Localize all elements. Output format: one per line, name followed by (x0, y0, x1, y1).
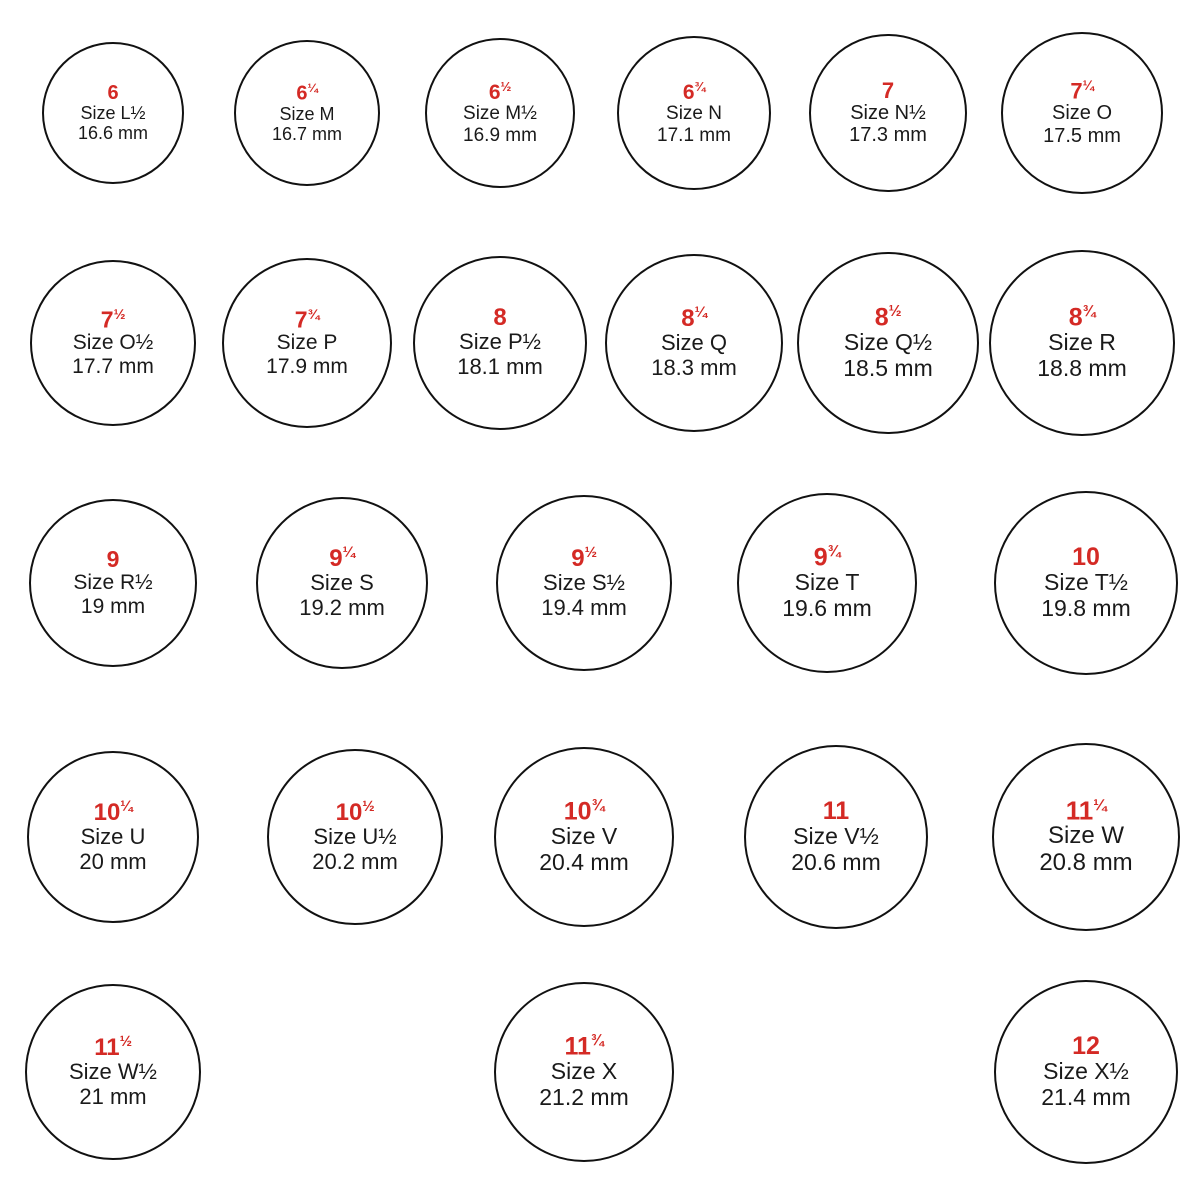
us-size-label: 12 (1072, 1031, 1100, 1060)
ring-size-circle (30, 260, 196, 426)
us-size-fraction: ¾ (591, 797, 605, 815)
uk-size-label: Size T½ (1044, 568, 1128, 595)
diameter-label: 16.9 mm (463, 124, 537, 146)
uk-size-label: Size W½ (68, 1058, 158, 1084)
uk-size-label: Size O½ (72, 331, 154, 355)
us-size-label: $10^{\frac{1}{4}}$ (93, 798, 133, 826)
us-size-label: 8 (493, 304, 507, 332)
us-size-label: 7 (881, 77, 895, 103)
uk-size-label: Size N½ (850, 101, 926, 124)
uk-size-label: Size T (794, 569, 860, 596)
diameter-label: 21.4 mm (1041, 1083, 1131, 1110)
ring-size-circle (494, 982, 674, 1162)
uk-size-label: Size M (279, 103, 335, 124)
us-size-label: $11^{\frac{3}{4}}$ (564, 1032, 604, 1061)
us-size-label: $7^{\frac{1}{4}}$ (1070, 77, 1094, 104)
uk-size-label: Size M½ (463, 103, 537, 125)
us-size-label: $8^{\frac{1}{2}}$ (874, 303, 902, 332)
us-size-fraction: ¼ (120, 798, 133, 815)
us-size-label: $11^{\frac{1}{2}}$ (94, 1033, 132, 1061)
uk-size-label: Size P½ (459, 329, 541, 355)
uk-size-label: Size V½ (793, 822, 879, 849)
us-size-label: $11^{\frac{1}{4}}$ (1065, 795, 1107, 826)
us-size-label: 11 (822, 796, 850, 825)
ring-size-circle (737, 493, 917, 673)
ring-size-circle (992, 743, 1180, 931)
ring-size-circle (1001, 32, 1163, 194)
us-size-fraction: ¼ (694, 304, 707, 321)
diameter-label: 20.6 mm (791, 848, 881, 875)
diameter-label: 17.1 mm (657, 124, 731, 146)
us-size-fraction: ¼ (307, 81, 318, 96)
ring-size-circle (234, 40, 380, 186)
ring-size-circle (256, 497, 428, 669)
us-size-fraction: ¼ (342, 544, 355, 561)
diameter-label: 20.4 mm (539, 849, 629, 876)
us-size-label: $6^{\frac{1}{2}}$ (488, 79, 512, 105)
us-size-label: $9^{\frac{1}{4}}$ (329, 544, 355, 572)
us-size-label: $8^{\frac{1}{4}}$ (681, 304, 707, 332)
ring-size-circle (42, 42, 184, 184)
us-size-fraction: ½ (113, 306, 126, 323)
us-size-fraction: ¾ (307, 306, 320, 323)
diameter-label: 17.3 mm (849, 124, 927, 146)
ring-size-circle (994, 980, 1178, 1164)
diameter-label: 21 mm (79, 1083, 147, 1109)
diameter-label: 19.6 mm (782, 595, 872, 622)
us-size-label: $9^{\frac{1}{2}}$ (571, 544, 597, 572)
diameter-label: 19.2 mm (299, 594, 385, 620)
diameter-label: 18.1 mm (457, 354, 543, 379)
diameter-label: 19.8 mm (1041, 594, 1131, 621)
us-size-label: $6^{\frac{1}{4}}$ (296, 81, 318, 105)
ring-size-circle (496, 495, 672, 671)
us-size-label: $9^{\frac{3}{4}}$ (813, 543, 841, 572)
uk-size-label: Size Q (660, 329, 728, 355)
ring-size-circle (494, 747, 674, 927)
us-size-fraction: ¾ (590, 1032, 604, 1050)
ring-size-circle (267, 749, 443, 925)
ring-size-circle (222, 258, 392, 428)
diameter-label: 20 mm (79, 848, 147, 874)
uk-size-label: Size X½ (1043, 1057, 1129, 1084)
us-size-fraction: ¾ (827, 543, 841, 561)
us-size-fraction: ½ (584, 544, 597, 561)
ring-size-circle (617, 36, 771, 190)
ring-size-circle (605, 254, 783, 432)
us-size-label: $7^{\frac{3}{4}}$ (294, 306, 320, 333)
uk-size-label: Size U (80, 823, 146, 849)
us-size-label: 6 (107, 81, 119, 104)
uk-size-label: Size N (666, 103, 722, 125)
us-size-fraction: ¼ (1093, 795, 1107, 814)
uk-size-label: Size X (550, 1058, 618, 1085)
us-size-fraction: ½ (362, 798, 375, 815)
diameter-label: 17.9 mm (266, 354, 348, 378)
uk-size-label: Size P (276, 331, 338, 355)
ring-size-circle (989, 250, 1175, 436)
us-size-label: 10 (1072, 542, 1100, 571)
uk-size-label: Size V (550, 823, 618, 850)
us-size-fraction: ½ (888, 303, 902, 321)
ring-size-circle (29, 499, 197, 667)
us-size-label: $8^{\frac{3}{4}}$ (1068, 303, 1096, 332)
us-size-label: $7^{\frac{1}{2}}$ (100, 306, 126, 333)
diameter-label: 16.7 mm (271, 123, 343, 144)
diameter-label: 19 mm (80, 594, 146, 618)
diameter-label: 21.2 mm (539, 1084, 629, 1111)
diameter-label: 17.5 mm (1043, 124, 1121, 147)
uk-size-label: Size W (1047, 822, 1124, 850)
ring-size-circle (809, 34, 967, 192)
diameter-label: 18.8 mm (1037, 355, 1127, 382)
ring-size-circle (797, 252, 979, 434)
uk-size-label: Size L½ (80, 102, 146, 123)
us-size-fraction: ¾ (1082, 303, 1096, 321)
us-size-label: $10^{\frac{3}{4}}$ (563, 797, 605, 826)
diameter-label: 16.6 mm (77, 123, 149, 143)
diameter-label: 20.2 mm (312, 848, 398, 874)
ring-size-circle (413, 256, 587, 430)
diameter-label: 19.4 mm (541, 594, 627, 620)
us-size-fraction: ¾ (694, 79, 706, 95)
uk-size-label: Size O (1051, 102, 1113, 125)
uk-size-label: Size Q½ (843, 329, 933, 356)
uk-size-label: Size R (1048, 329, 1116, 356)
uk-size-label: Size S½ (543, 569, 625, 595)
us-size-label: 9 (106, 545, 120, 572)
uk-size-label: Size R½ (73, 570, 153, 594)
diameter-label: 18.3 mm (651, 354, 737, 380)
us-size-label: $6^{\frac{3}{4}}$ (682, 79, 706, 105)
diameter-label: 20.8 mm (1039, 849, 1133, 877)
us-size-fraction: ½ (500, 79, 512, 95)
ring-size-circle (994, 491, 1178, 675)
ring-size-circle (25, 984, 201, 1160)
diameter-label: 18.5 mm (843, 355, 933, 382)
uk-size-label: Size U½ (313, 823, 397, 849)
ring-size-circle (27, 751, 199, 923)
us-size-fraction: ¼ (1082, 77, 1094, 93)
us-size-fraction: ½ (119, 1033, 132, 1050)
ring-size-circle (425, 38, 575, 188)
us-size-label: $10^{\frac{1}{2}}$ (335, 798, 375, 826)
diameter-label: 17.7 mm (72, 354, 154, 378)
ring-size-circle (744, 745, 928, 929)
uk-size-label: Size S (310, 569, 374, 595)
